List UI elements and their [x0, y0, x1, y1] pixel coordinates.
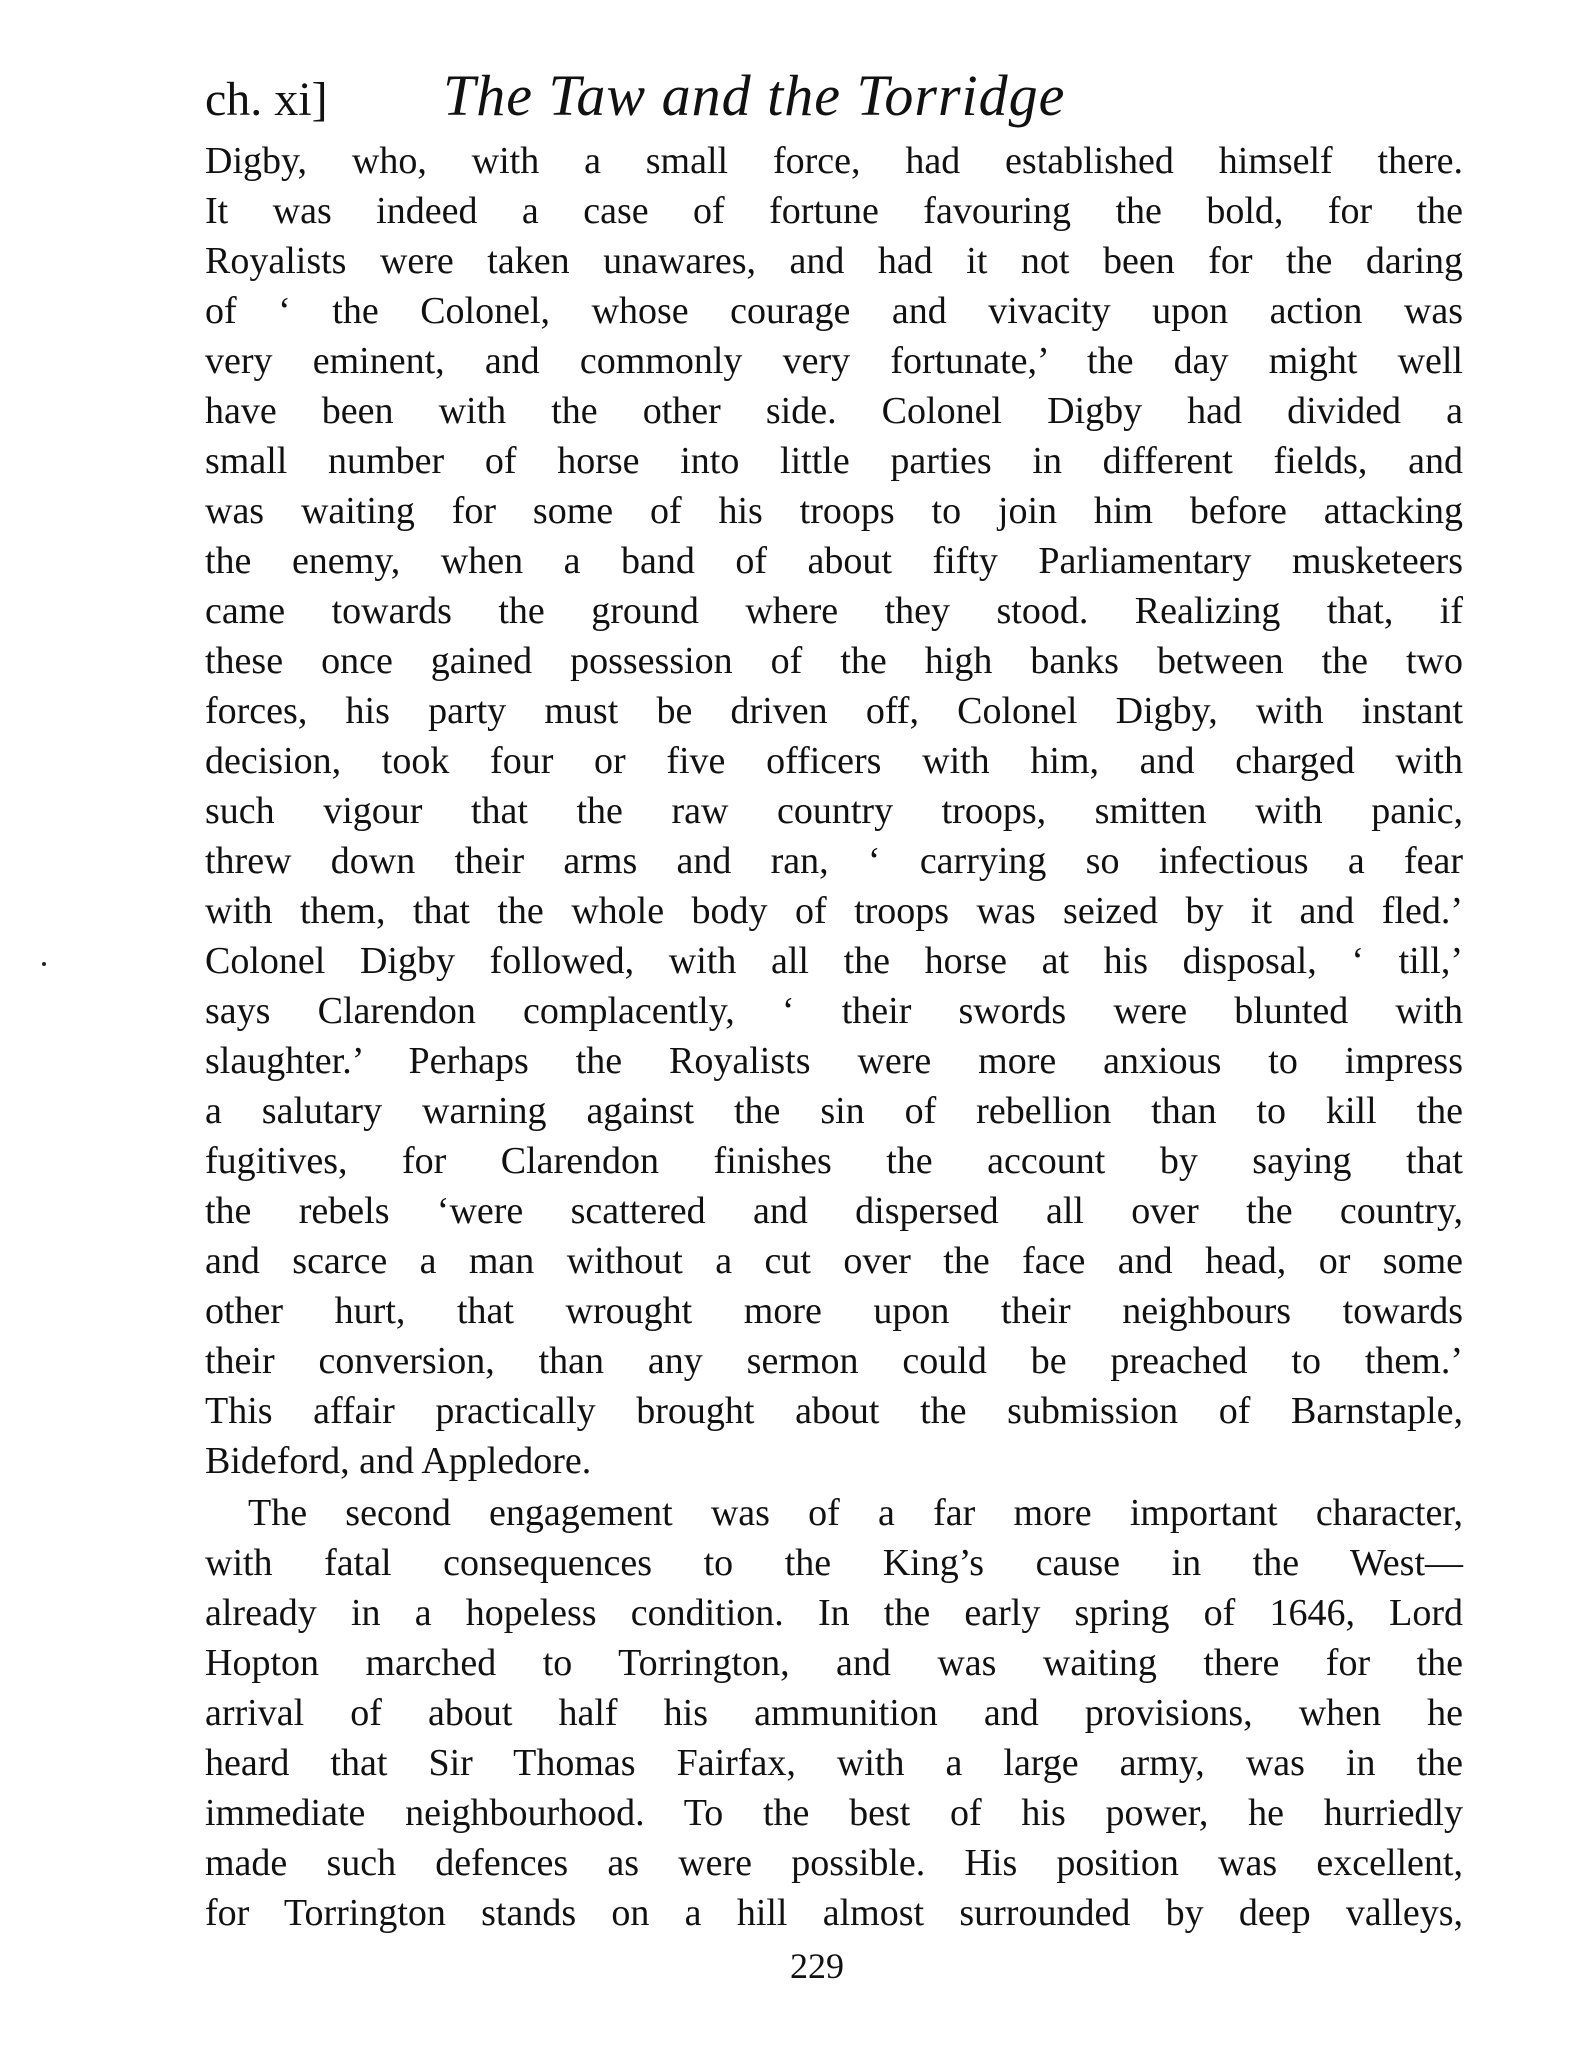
text-line: have been with the other side. Colonel Digby had divided a: [205, 390, 1463, 432]
text-line: came towards the ground where they stood. Realizing that, if: [205, 590, 1463, 632]
page-number: 229: [790, 1946, 844, 1986]
text-line: Royalists were taken unawares, and had it not been for the daring: [205, 240, 1463, 282]
text-line: with fatal consequences to the King’s cause in the West—: [205, 1542, 1463, 1584]
text-line: forces, his party must be driven off, Colonel Digby, with instant: [205, 690, 1463, 732]
paragraph: [205, 1488, 1463, 1938]
text-line: their conversion, than any sermon could be preached to them.’: [205, 1340, 1463, 1382]
text-line: these once gained possession of the high banks between the two: [205, 640, 1463, 682]
text-line: heard that Sir Thomas Fairfax, with a large army, was in the: [205, 1742, 1463, 1784]
text-line: small number of horse into little parties in different fields, and: [205, 440, 1463, 482]
paragraph: [205, 136, 1463, 1486]
text-line: of ‘ the Colonel, whose courage and vivacity upon action was: [205, 290, 1463, 332]
text-line: was waiting for some of his troops to join him before attacking: [205, 490, 1463, 532]
text-line: It was indeed a case of fortune favouring the bold, for the: [205, 190, 1463, 232]
text-line: Bideford, and Appledore.: [205, 1440, 592, 1482]
text-line: and scarce a man without a cut over the face and head, or some: [205, 1240, 1463, 1282]
text-line: threw down their arms and ran, ‘ carrying so infectious a fear: [205, 840, 1463, 882]
text-line: very eminent, and commonly very fortunate,’ the day might well: [205, 340, 1463, 382]
text-line: other hurt, that wrought more upon their neighbours towards: [205, 1290, 1463, 1332]
running-title: The Taw and the Torridge: [443, 63, 1066, 128]
body-text: [205, 136, 1463, 1938]
text-line: slaughter.’ Perhaps the Royalists were more anxious to impress: [205, 1040, 1463, 1082]
margin-mark: [42, 962, 46, 966]
running-header: [205, 62, 1465, 142]
text-line: arrival of about half his ammunition and provisions, when he: [205, 1692, 1463, 1734]
text-line: already in a hopeless condition. In the early spring of 1646, Lord: [205, 1592, 1463, 1634]
text-line: Hopton marched to Torrington, and was waiting there for the: [205, 1642, 1463, 1684]
text-line: with them, that the whole body of troops was seized by it and fled.’: [205, 890, 1463, 932]
text-line: The second engagement was of a far more important character,: [248, 1492, 1463, 1534]
text-line: This affair practically brought about the submission of Barnstaple,: [205, 1390, 1463, 1432]
text-line: says Clarendon complacently, ‘ their swords were blunted with: [205, 990, 1463, 1032]
text-line: fugitives, for Clarendon finishes the account by saying that: [205, 1140, 1463, 1182]
text-line: such vigour that the raw country troops, smitten with panic,: [205, 790, 1463, 832]
text-line: a salutary warning against the sin of rebellion than to kill the: [205, 1090, 1463, 1132]
text-line: immediate neighbourhood. To the best of his power, he hurriedly: [205, 1792, 1463, 1834]
chapter-label: ch. xi]: [205, 73, 328, 126]
text-line: the rebels ‘were scattered and dispersed all over the country,: [205, 1190, 1463, 1232]
text-line: the enemy, when a band of about fifty Parliamentary musketeers: [205, 540, 1463, 582]
text-line: decision, took four or five officers with him, and charged with: [205, 740, 1463, 782]
text-line: made such defences as were possible. His position was excellent,: [205, 1842, 1463, 1884]
text-line: Digby, who, with a small force, had established himself there.: [205, 140, 1463, 182]
text-line: Colonel Digby followed, with all the horse at his disposal, ‘ till,’: [205, 940, 1463, 982]
text-line: for Torrington stands on a hill almost surrounded by deep valleys,: [205, 1892, 1463, 1934]
